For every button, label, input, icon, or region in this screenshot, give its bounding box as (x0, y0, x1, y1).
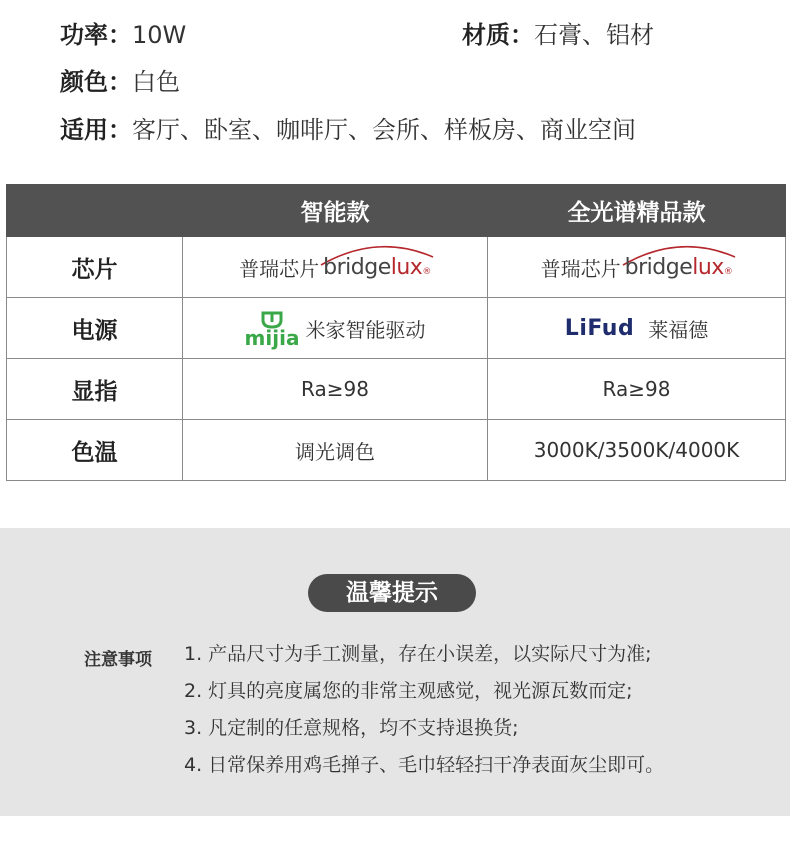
bridgelux-logo: bridgelux® (625, 255, 733, 280)
header-premium: 全光谱精品款 (488, 185, 786, 237)
notes-list (184, 642, 664, 790)
spec-usage-value: 客厅、卧室、咖啡厅、会所、样板房、商业空间 (132, 116, 636, 144)
spec-power-value: 10W (132, 21, 187, 49)
table-row-cri (7, 359, 786, 420)
row-label-cct: 色温 (7, 420, 183, 481)
table-header-row (7, 185, 786, 237)
spec-power (60, 20, 186, 50)
table-row-chip (7, 237, 786, 298)
header-empty (7, 185, 183, 237)
mijia-logo: mijia (245, 311, 300, 347)
list-item: 2. 灯具的亮度属您的非常主观感觉，视光源瓦数而定; (184, 680, 633, 702)
spec-power-label: 功率： (60, 21, 132, 49)
spec-usage (60, 115, 636, 145)
power-text-premium: 莱福德 (648, 317, 709, 342)
cell-power-smart (183, 298, 488, 359)
row-label-power: 电源 (7, 298, 183, 359)
list-item: 1. 产品尺寸为手工测量，存在小误差，以实际尺寸为准; (184, 643, 652, 665)
cell-power-premium (488, 298, 786, 359)
spec-material-value: 石膏、铝材 (534, 21, 654, 49)
comparison-table (6, 184, 786, 481)
tips-title: 温馨提示 (308, 574, 476, 612)
list-item: 3. 凡定制的任意规格，均不支持退换货; (184, 717, 519, 739)
notes-label: 注意事项 (84, 650, 152, 670)
cell-cri-premium: Ra≥98 (488, 359, 786, 420)
chip-text-premium: 普瑞芯片 (540, 256, 621, 281)
spec-color (60, 67, 180, 97)
lifud-logo: LiFud (564, 315, 635, 341)
spec-section (0, 0, 790, 160)
spec-color-value: 白色 (132, 68, 180, 96)
row-label-cri: 显指 (7, 359, 183, 420)
cell-chip-premium (488, 237, 786, 298)
cell-cri-smart: Ra≥98 (183, 359, 488, 420)
header-smart: 智能款 (183, 185, 488, 237)
spec-material (462, 20, 654, 50)
bridgelux-logo: bridgelux® (323, 255, 431, 280)
cell-chip-smart (183, 237, 488, 298)
list-item: 4. 日常保养用鸡毛掸子、毛巾轻轻扫干净表面灰尘即可。 (184, 754, 665, 776)
tips-section (0, 528, 790, 816)
spec-material-label: 材质： (462, 21, 534, 49)
cell-cct-premium: 3000K/3500K/4000K (488, 420, 786, 481)
chip-text-smart: 普瑞芯片 (239, 256, 320, 281)
power-text-smart: 米家智能驱动 (305, 318, 426, 342)
row-label-chip: 芯片 (7, 237, 183, 298)
cell-cct-smart: 调光调色 (183, 420, 488, 481)
spec-color-label: 颜色： (60, 68, 132, 96)
spec-usage-label: 适用： (60, 116, 132, 144)
table-row-power (7, 298, 786, 359)
table-row-cct (7, 420, 786, 481)
